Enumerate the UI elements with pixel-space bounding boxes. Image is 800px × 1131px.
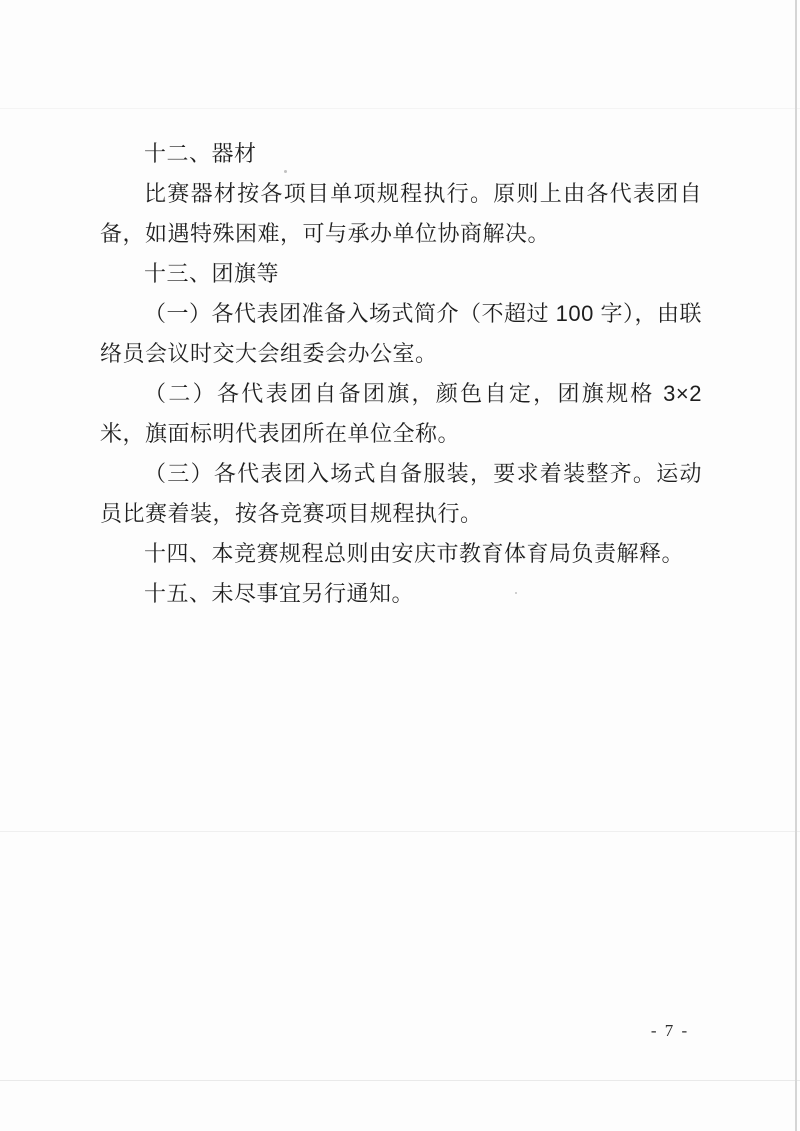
scan-speck [284,170,287,173]
scan-speck [515,592,517,594]
document-body [100,134,702,614]
scan-fold-line-top [0,108,800,109]
page-number: - 7 - [650,1021,690,1040]
scan-edge-line-right [795,0,797,1131]
scan-fold-line-middle [0,831,800,832]
section-13-clause-1: （一）各代表团准备入场式简介（不超过 100 字），由联络员会议时交大会组委会办公室。 [100,301,702,366]
section-14-text: 十四、本竞赛规程总则由安庆市教育体育局负责解释。 [144,541,685,566]
scan-fold-line-bottom [0,1080,800,1081]
section-13-clause-3: （三）各代表团入场式自备服装，要求着装整齐。运动员比赛着装，按各竞赛项目规程执行。 [100,461,702,526]
section-12-body: 比赛器材按各项目单项规程执行。原则上由各代表团自备，如遇特殊困难，可与承办单位协商解决。 [100,181,702,246]
section-13-clause-2: （二）各代表团自备团旗，颜色自定，团旗规格 3×2 米，旗面标明代表团所在单位全称。 [100,381,702,446]
section-15-text: 十五、未尽事宜另行通知。 [144,581,415,606]
section-12-heading: 十二、器材 [144,141,257,166]
section-13-heading: 十三、团旗等 [144,261,280,286]
